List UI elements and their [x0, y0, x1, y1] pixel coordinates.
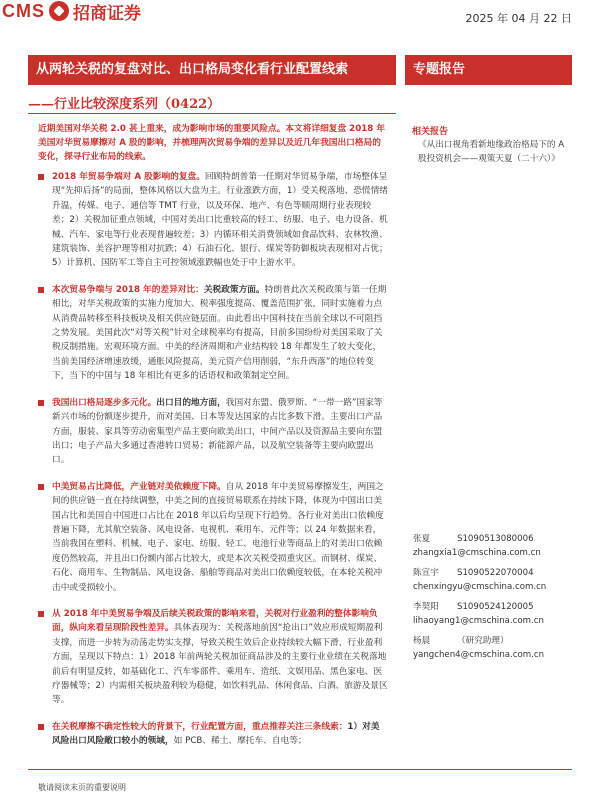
- section-text: 具体表现为：关税落地前因“抢出口”效应形成短期盈利支撑，而进一步转为动荡走势实支撑，导致关税生效后企业持续较大幅下滑，行业盈利方面，呈现以下特点：1）2018 年前两轮关税加征商品涉及的主要行业业绩在关税落地前后有明显反转，如基础化工、汽车零部件、乘用车、造纸、文娱用品、黑色家电、医疗器械等；2）内需相关板块盈利较为稳健，如饮料乳品、休闲食品、白酒、旅游及景区等。: [52, 623, 388, 706]
- section-item: [38, 396, 388, 468]
- company-logo: [2, 0, 141, 22]
- analyst-id: S1090524120005: [457, 602, 534, 612]
- analyst-email[interactable]: chenxingyu@cmschina.com.cn: [413, 582, 547, 592]
- section-item: [38, 170, 388, 271]
- analyst-name: 陈宣宇: [413, 568, 439, 578]
- section-subheading: 1）对美风险出口风险敞口较小的领域，: [52, 721, 380, 747]
- analyst-email[interactable]: zhangxia1@cmschina.com.cn: [413, 548, 541, 558]
- analyst-contacts: [413, 532, 583, 668]
- analyst-id: S1090513080006: [457, 534, 534, 544]
- analyst-entry: [413, 634, 583, 662]
- report-subtitle: ——行业比较深度系列（0422）: [28, 97, 221, 112]
- bullet-icon: [38, 724, 44, 730]
- bullet-icon: [38, 484, 44, 490]
- analyst-entry: [413, 532, 583, 560]
- bullet-icon: [38, 174, 44, 180]
- footer-divider: [28, 769, 572, 770]
- logo-cms-text: CMS: [2, 0, 45, 21]
- report-title: 从两轮关税的复盘对比、出口格局变化看行业配置线索: [28, 55, 396, 85]
- section-text: 如 PCB、稀土、摩托车、自电等；: [173, 736, 307, 747]
- section-text: 特朗普此次关税政策与第一任期相比，对华关税政策的实施力度加大、税率强度提高、覆盖范围扩张，同时实施着力点从消费品转移至科技板块及相关供应链层面。由此看出中国科技在当前全球以不可阻挡之势发展。美国此次“对等关税”针对全球税率均有提高，目前多国纷纷对美国采取了关税反制措施。宏观环境方面。中美的经济周期和产业结构较 18 年都发生了较大变化，当前美国经济增速放缓，通胀风险提高，美元资产信用削弱，“东升西落”的地位转变下，当下的中国与 18 年相比有更多的话语权和政策制定空间。: [52, 284, 387, 382]
- section-heading: 在关税摩擦不确定性较大的背景下，行业配置方面，重点推荐关注三条线索：: [52, 721, 348, 732]
- section-text: 我国对东盟、俄罗斯、“一带一路”国家等新兴市场的份额逐步提升，而对美国、日本等发达国家的占比多数下滑。主要出口产品方面，服装、家具等劳动密集型产品主要向欧美出口，中间产品以及资源品主要向东盟出口；电子产品大多通过香港转口贸易；新能源产品，以及航空装备等主要向欧盟出口。: [52, 397, 383, 466]
- bullet-icon: [38, 400, 44, 406]
- section-heading: 中美贸易占比降低，产业链对美依赖度下降。: [52, 481, 226, 492]
- related-reports-label: 相关报告: [412, 127, 449, 137]
- analyst-id: （研究助理）: [457, 636, 509, 646]
- section-item: [38, 283, 388, 384]
- bullet-icon: [38, 611, 44, 617]
- section-heading: 2018 年贸易争端对 A 股影响的复盘。: [52, 172, 205, 182]
- section-text: 自从 2018 年中美贸易摩擦发生，两国之间的供应链一直在持续调整，中美之间的直接贸易联系在持续下降，体现为中国出口美国占比和美国自中国进口占比在 2018 年以后均呈现下行趋势。各行业对美出口依赖度普遍下降，尤其航空装备、风电设备、电视机、乘用车、元件等；以 24 年数据来看，当前我国在塑料、机械、电子、家电、纺服、轻工、电池行业等商品上的对美出口依赖度仍然较高，并且出口份额内部占比较大，或是本次关税受损重灾区。而钢材、煤炭、石化、商用车、生物制品、风电设备、船舶等商品对美出口依赖度较低，在本轮关税冲击中或受损较小。: [52, 481, 384, 593]
- subtitle-divider: [28, 113, 396, 114]
- analyst-email[interactable]: yangchen4@cmschina.com.cn: [413, 650, 545, 660]
- topic-label: 专题报告: [405, 55, 572, 85]
- analyst-name: 杨晨: [413, 636, 431, 646]
- abstract: 近期美国对华关税 2.0 甚上重来，成为影响市场的重要风险点。本文将详细复盘 2018 年美国对华贸易摩擦对 A 股的影响，并梳理两次贸易争端的差异以及近几年我国出口格局的变化，探寻行业布局的线索。: [38, 124, 386, 162]
- analyst-name: 张夏: [413, 534, 431, 544]
- logo-chinese-text: 招商证券: [73, 3, 141, 24]
- section-item: [38, 480, 388, 595]
- analyst-email[interactable]: lihaoyang1@cmschina.com.cn: [413, 616, 544, 626]
- section-item: [38, 607, 388, 708]
- analyst-name: 李契阳: [413, 602, 439, 612]
- related-report-link[interactable]: 《从出口视角看新地缘政治格局下的 A 股投资机会——观策天夏（二十六）》: [418, 140, 565, 164]
- section-item: [38, 720, 388, 749]
- footer-note: 敬请阅读末页的重要说明: [38, 783, 126, 792]
- section-heading: 本次贸易争端与 2018 年的差异对比：: [52, 284, 204, 295]
- bullet-icon: [38, 287, 44, 293]
- section-subheading: 出口目的地方面，: [156, 397, 226, 408]
- section-subheading: 关税政策方面。: [203, 284, 265, 295]
- report-date: 2025 年 04 月 22 日: [465, 12, 572, 25]
- section-heading: 从 2018 年中美贸易争端及后续关税政策的影响来看，关税对行业盈利的整体影响负面，纵向来看呈现阶段性差异。: [52, 608, 378, 634]
- logo-emblem-icon: [49, 1, 69, 21]
- section-heading: 我国出口格局逐步多元化。: [52, 397, 157, 408]
- analyst-entry: [413, 600, 583, 628]
- main-sections: [38, 170, 388, 761]
- analyst-id: S1090522070004: [457, 568, 534, 578]
- section-text: 回顾特朗普第一任期对华贸易争端，市场整体呈现“先抑后扬”的局面，整体风格以大盘为主。行业涨跌方面，1）受关税落地、恐慌情绪升温，传媒、电子、通信等 TMT 行业，以及环保、地产、有色等顺周期行业表现较差；2）关税加征重点领域，中国对美出口比重较高的轻工、纺服、电子、电力设备、机械、汽车、家电等行业表现普遍较差；3）内循环相关消费领域如食品饮料、农林牧渔、建筑装饰、美容护理等相对抗跌；4）石油石化、银行、煤炭等防御板块表现相对占优；5）计算机、国防军工等自主可控领域涨跌幅也处于中上游水平。: [52, 172, 388, 269]
- analyst-entry: [413, 566, 583, 594]
